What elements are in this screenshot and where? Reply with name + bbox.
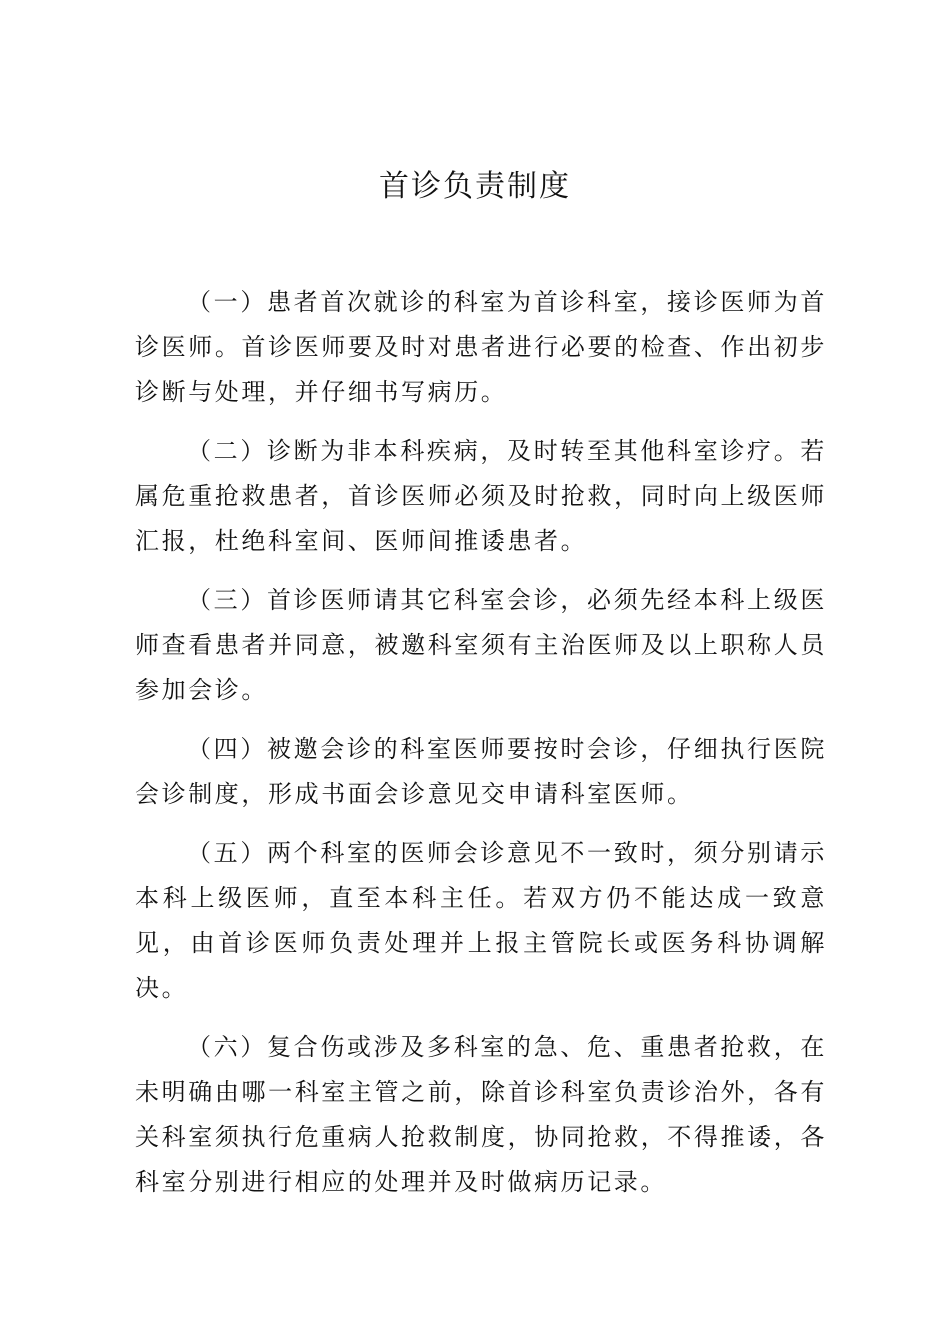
paragraph-4: （四）被邀会诊的科室医师要按时会诊，仔细执行医院会诊制度，形成书面会诊意见交申请科室医师。 [135, 735, 827, 808]
document-title: 首诊负责制度 [379, 169, 571, 204]
paragraph-3: （三）首诊医师请其它科室会诊，必须先经本科上级医师查看患者并同意，被邀科室须有主治医师及以上职称人员参加会诊。 [135, 586, 827, 704]
paragraph-6: （六）复合伤或涉及多科室的急、危、重患者抢救，在未明确由哪一科室主管之前，除首诊科室负责诊治外，各有关科室须执行危重病人抢救制度，协同抢救，不得推诿，各科室分别进行相应的处理并及时做病历记录。 [135, 1033, 827, 1196]
paragraph-5: （五）两个科室的医师会诊意见不一致时，须分别请示本科上级医师，直至本科主任。若双方仍不能达成一致意见，由首诊医师负责处理并上报主管院长或医务科协调解决。 [135, 839, 827, 1002]
paragraph-1: （一）患者首次就诊的科室为首诊科室，接诊医师为首诊医师。首诊医师要及时对患者进行必要的检查、作出初步诊断与处理，并仔细书写病历。 [135, 288, 827, 406]
paragraph-2: （二）诊断为非本科疾病，及时转至其他科室诊疗。若属危重抢救患者，首诊医师必须及时抢救，同时向上级医师汇报，杜绝科室间、医师间推诿患者。 [135, 437, 827, 555]
document-body [135, 280, 827, 1219]
